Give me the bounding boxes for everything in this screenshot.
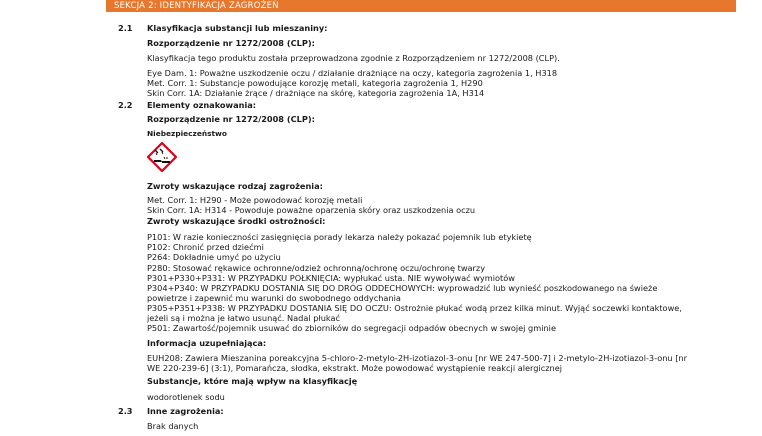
regulation-heading: Rozporządzenie nr 1272/2008 (CLP): — [147, 114, 315, 124]
precautionary-statement: P101: W razie konieczności zasięgnięcia porady lekarza należy pokazać pojemnik lub etykietę — [147, 232, 532, 242]
classification-text: Klasyfikacja tego produktu została przeprowadzona zgodnie z Rozporządzeniem nr 1272/2008 (CLP). — [147, 53, 560, 63]
precautionary-statement: P280: Stosować rękawice ochronne/odzież ochronną/ochronę oczu/ochronę twarzy — [147, 263, 486, 273]
precautionary-statement: P501: Zawartość/pojemnik usuwać do zbiorników do segregacji odpadów obecnych w swojej gminie — [147, 323, 556, 333]
precautionary-statement: P304+P340: W PRZYPADKU DOSTANIA SIĘ DO DRÓG ODDECHOWYCH: wyprowadzić lub wynieść poszkodowanego na świeże — [147, 283, 658, 293]
precautionary-statement-cont: powietrze i zapewnić mu warunki do swobodnego oddychania — [147, 293, 401, 303]
section-title: Inne zagrożenia: — [147, 406, 224, 416]
other-hazards-text: Brak danych — [147, 421, 199, 431]
precautionary-statement: P305+P351+P338: W PRZYPADKU DOSTANIA SIĘ DO OCZU: Ostrożnie płukać wodą przez kilka minut. Wyjąć soczewki kontaktowe, — [147, 303, 682, 313]
classification-item: Met. Corr. 1: Substancje powodujące korozję metali, kategoria zagrożenia 1, H290 — [147, 78, 483, 88]
section-title: Elementy oznakowania: — [147, 100, 257, 110]
precautionary-heading: Zwroty wskazujące środki ostrożności: — [147, 216, 326, 226]
substance-name: wodorotlenek sodu — [147, 392, 225, 402]
precautionary-statement: P264: Dokładnie umyć po użyciu — [147, 252, 281, 262]
signal-word: Niebezpieczeństwo — [147, 129, 227, 138]
precautionary-statement: P102: Chronić przed dziećmi — [147, 242, 264, 252]
supplementary-text: EUH208: Zawiera Mieszanina poreakcyjna 5-chloro-2-metylo-2H-izotiazol-3-onu [nr WE 247-500-7] i 2-metylo-2H-izotiazol-3-onu [nr — [147, 353, 687, 363]
section-title: Klasyfikacja substancji lub mieszaniny: — [147, 23, 328, 33]
corrosion-pictogram-icon — [147, 142, 177, 172]
section-number: 2.2 — [118, 100, 133, 110]
hazard-statement: Skin Corr. 1A: H314 - Powoduje poważne oparzenia skóry oraz uszkodzenia oczu — [147, 205, 476, 215]
supplementary-text-cont: WE 220-239-6] (3:1), Pomarańcza, słodka, ekstrakt. Może powodować wystąpienie reakcji alergicznej — [147, 363, 563, 373]
classification-item: Skin Corr. 1A: Działanie żrące / drażniące na skórę, kategoria zagrożenia 1A, H314 — [147, 88, 485, 98]
substances-heading: Substancje, które mają wpływ na klasyfikację — [147, 376, 358, 386]
regulation-heading: Rozporządzenie nr 1272/2008 (CLP): — [147, 38, 315, 48]
section-number: 2.1 — [118, 23, 133, 33]
section-number: 2.3 — [118, 406, 133, 416]
hazard-statement: Met. Corr. 1: H290 - Może powodować korozję metali — [147, 195, 363, 205]
precautionary-statement: P301+P330+P331: W PRZYPADKU POŁKNIĘCIA: wypłukać usta. NIE wywoływać wymiotów — [147, 273, 515, 283]
section-header: SEKCJA 2: IDENTYFIKACJA ZAGROŻEŃ — [106, 0, 736, 12]
classification-item: Eye Dam. 1: Poważne uszkodzenie oczu / działanie drażniące na oczy, kategoria zagrożenia 1, H318 — [147, 68, 558, 78]
supplementary-heading: Informacja uzupełniająca: — [147, 338, 267, 348]
hazard-statements-heading: Zwroty wskazujące rodzaj zagrożenia: — [147, 181, 323, 191]
precautionary-statement-cont: jeżeli są i można je łatwo usunąć. Nadal płukać — [147, 313, 341, 323]
